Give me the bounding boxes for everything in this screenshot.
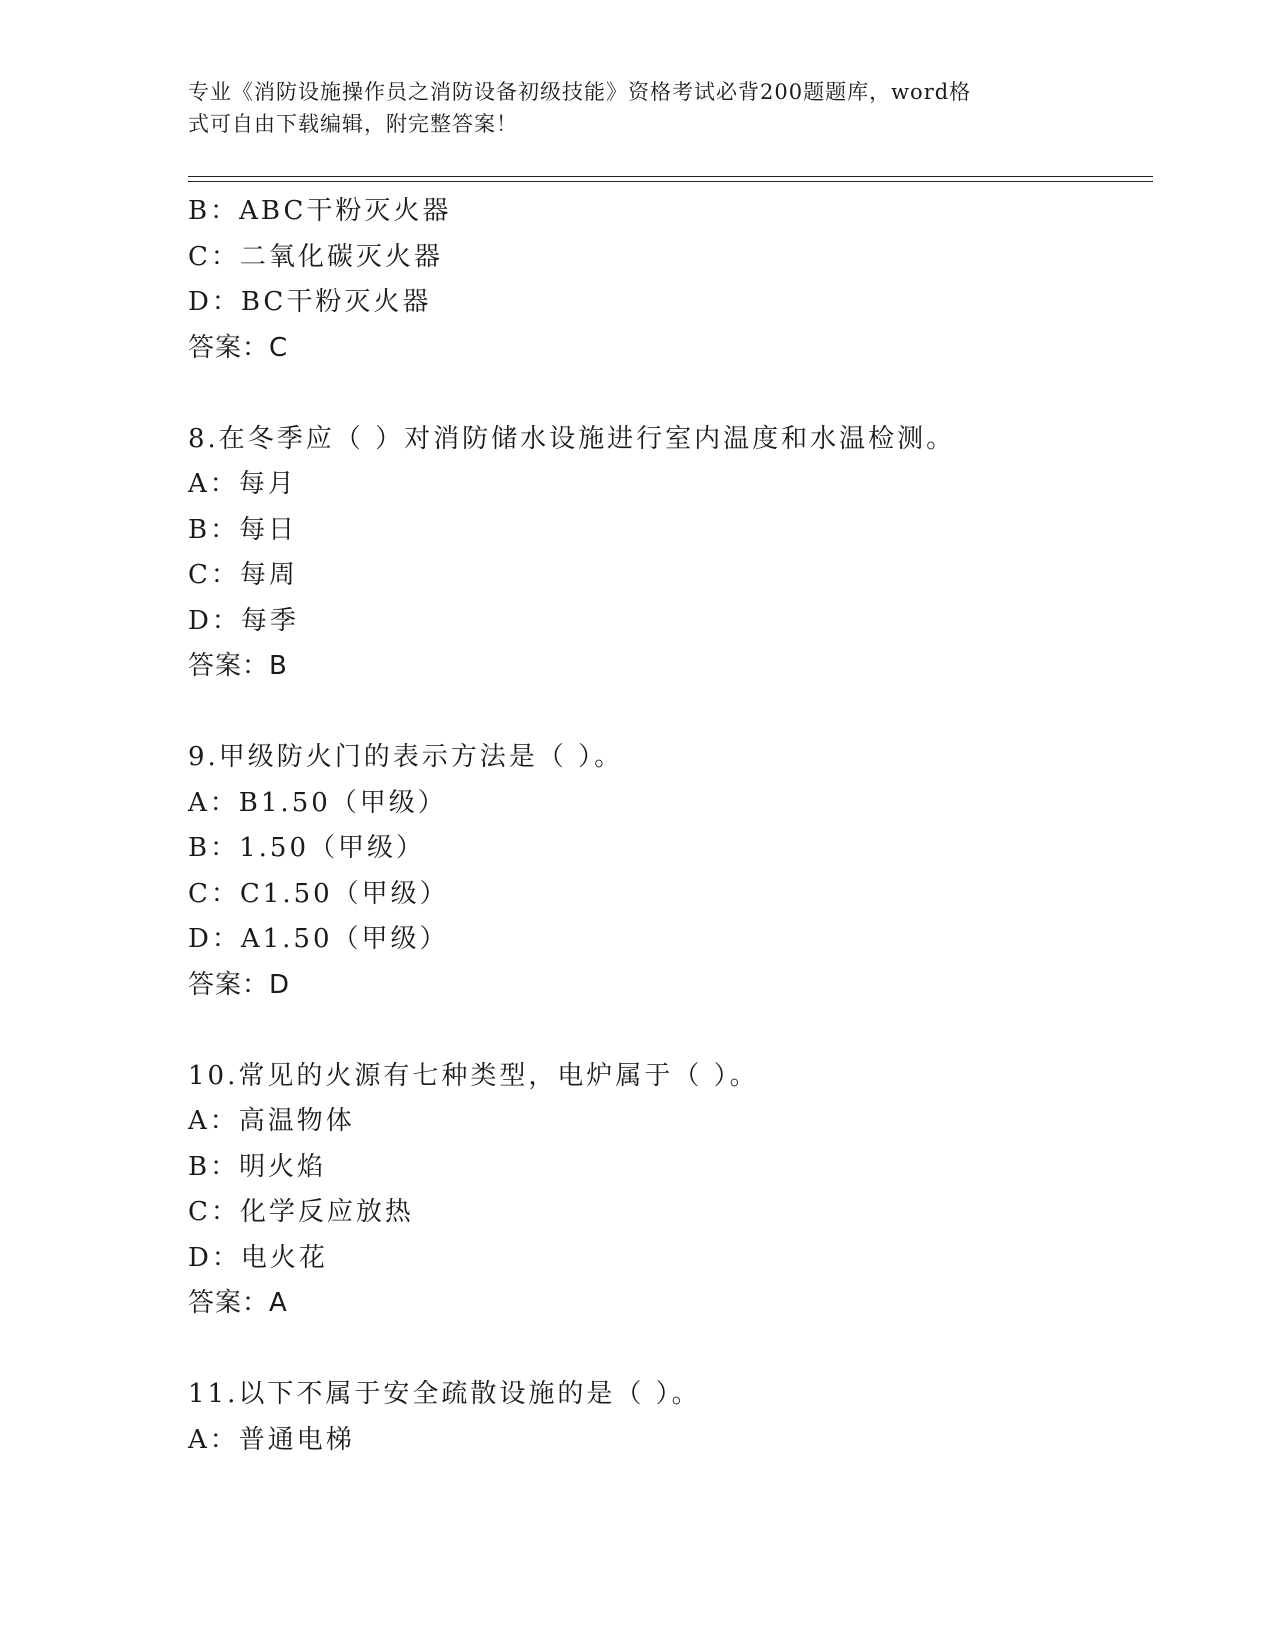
option-d: D：电火花 <box>188 1242 328 1273</box>
option-b: B：每日 <box>188 514 298 545</box>
option-a: A：普通电梯 <box>188 1424 355 1455</box>
question-list <box>188 189 1148 1463</box>
spacer <box>188 1008 1148 1054</box>
spacer <box>188 371 1148 417</box>
option-c: C：C1.50（甲级） <box>188 878 449 909</box>
question-text: 10.常见的火源有七种类型，电炉属于（ ）。 <box>188 1060 759 1091</box>
spacer <box>188 690 1148 736</box>
header-divider-bottom <box>188 181 1153 182</box>
question-block-10 <box>188 1054 1148 1327</box>
option-b: B：1.50（甲级） <box>188 833 425 863</box>
option-a: A：B1.50（甲级） <box>188 787 447 818</box>
question-block-8 <box>188 417 1148 690</box>
option-c: C：化学反应放热 <box>188 1197 414 1227</box>
document-header <box>188 76 1068 140</box>
answer-line: 答案：B <box>188 651 288 681</box>
option-d: D：BC干粉灭火器 <box>188 287 432 317</box>
answer-line: 答案：D <box>188 969 291 1000</box>
answer-line: 答案：A <box>188 1288 288 1318</box>
option-d: D：A1.50（甲级） <box>188 924 449 954</box>
spacer <box>188 1327 1148 1373</box>
option-a: A：每月 <box>188 469 297 499</box>
header-line-1: 专业《消防设施操作员之消防设备初级技能》资格考试必背200题题库，word格 <box>188 80 972 104</box>
question-block-7 <box>188 189 1148 371</box>
question-text: 9.甲级防火门的表示方法是（ ）。 <box>188 742 624 772</box>
option-b: B：明火焰 <box>188 1151 327 1182</box>
question-block-9 <box>188 735 1148 1008</box>
option-b: B：ABC干粉灭火器 <box>188 196 452 226</box>
header-line-2: 式可自由下载编辑，附完整答案！ <box>188 112 518 136</box>
option-a: A：高温物体 <box>188 1106 355 1136</box>
question-text: 11.以下不属于安全疏散设施的是（ ）。 <box>188 1379 701 1409</box>
answer-line: 答案：C <box>188 332 289 363</box>
header-divider-top <box>188 176 1153 177</box>
option-c: C：每周 <box>188 560 298 590</box>
question-text: 8.在冬季应（ ）对消防储水设施进行室内温度和水温检测。 <box>188 423 956 454</box>
option-d: D：每季 <box>188 605 299 636</box>
question-block-11 <box>188 1372 1148 1463</box>
option-c: C：二氧化碳灭火器 <box>188 241 443 272</box>
